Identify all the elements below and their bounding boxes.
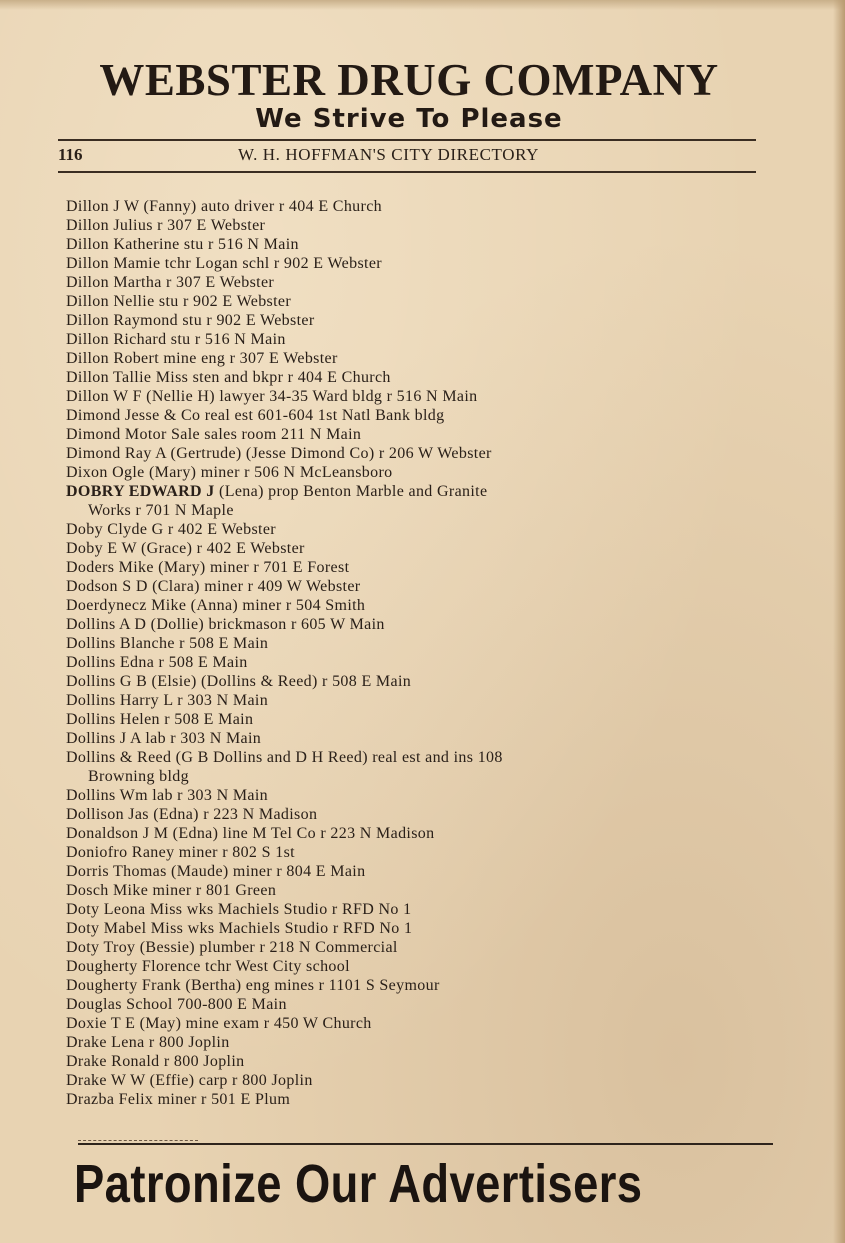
directory-entry: Donaldson J M (Edna) line M Tel Co r 223 N Madison [66,825,435,842]
directory-entry: Dillon J W (Fanny) auto driver r 404 E Church [66,198,382,215]
footer-rule-dash [78,1140,198,1141]
directory-entries [66,197,706,1109]
running-head [58,144,756,168]
directory-entry-bold [66,482,706,520]
entry-text: Dollins & Reed (G B Dollins and D H Reed) real est and ins 108 [66,749,503,766]
directory-entry: Dollins Wm lab r 303 N Main [66,787,269,804]
directory-entry: Dimond Motor Sale sales room 211 N Main [66,426,362,443]
directory-entry: Dollins Harry L r 303 N Main [66,692,269,709]
directory-entry: Dollison Jas (Edna) r 223 N Madison [66,806,318,823]
header-rule-bottom [58,171,756,173]
directory-entry: Dougherty Florence tchr West City school [66,958,350,975]
directory-entry: Doby Clyde G r 402 E Webster [66,521,276,538]
page-number: 116 [58,145,83,164]
directory-entry: Dillon Raymond stu r 902 E Webster [66,312,315,329]
directory-entry: Drake Lena r 800 Joplin [66,1034,230,1051]
directory-entry: Dillon Mamie tchr Logan schl r 902 E Webster [66,255,382,272]
directory-entry: Douglas School 700-800 E Main [66,996,287,1013]
directory-entry: Doerdynecz Mike (Anna) miner r 504 Smith [66,597,366,614]
directory-entry: Drake W W (Effie) carp r 800 Joplin [66,1072,313,1089]
directory-entry: Doty Leona Miss wks Machiels Studio r RFD No 1 [66,901,412,918]
directory-entry: Doders Mike (Mary) miner r 701 E Forest [66,559,350,576]
directory-entry: Doty Mabel Miss wks Machiels Studio r RFD No 1 [66,920,413,937]
directory-entry: Dollins J A lab r 303 N Main [66,730,262,747]
directory-entry: Doty Troy (Bessie) plumber r 218 N Commercial [66,939,398,956]
bold-entry-name: DOBRY EDWARD J [66,483,215,500]
directory-entry: Dougherty Frank (Bertha) eng mines r 1101 S Seymour [66,977,440,994]
company-slogan: We Strive To Please [255,104,563,134]
directory-entry: Doniofro Raney miner r 802 S 1st [66,844,295,861]
company-name-banner: WEBSTER DRUG COMPANY [99,55,719,105]
page-edge-shading [0,0,845,10]
directory-entry: Dollins A D (Dollie) brickmason r 605 W Main [66,616,385,633]
directory-entry-multiline [66,748,706,786]
directory-entry: Dollins Edna r 508 E Main [66,654,248,671]
directory-entry: Dillon Nellie stu r 902 E Webster [66,293,292,310]
directory-entry: Dimond Jesse & Co real est 601-604 1st Natl Bank bldg [66,407,445,424]
directory-entry: Dillon Richard stu r 516 N Main [66,331,286,348]
header-rule-top [58,139,756,141]
directory-entry: Drake Ronald r 800 Joplin [66,1053,245,1070]
directory-entry: Dodson S D (Clara) miner r 409 W Webster [66,578,361,595]
directory-entry: Dollins Helen r 508 E Main [66,711,254,728]
footer-advertisement: Patronize Our Advertisers [74,1154,643,1214]
directory-entry: Dillon Julius r 307 E Webster [66,217,266,234]
footer-rule [78,1143,773,1145]
directory-entry: Dillon Katherine stu r 516 N Main [66,236,299,253]
directory-entry: Doby E W (Grace) r 402 E Webster [66,540,305,557]
entry-continuation: Works r 701 N Maple [88,502,234,519]
entry-text: (Lena) prop Benton Marble and Granite [219,483,488,500]
directory-entry: Dixon Ogle (Mary) miner r 506 N McLeansboro [66,464,393,481]
entry-continuation: Browning bldg [88,768,189,785]
directory-entry: Dillon Tallie Miss sten and bkpr r 404 E Church [66,369,391,386]
directory-entry: Dimond Ray A (Gertrude) (Jesse Dimond Co) r 206 W Webster [66,445,492,462]
directory-entry: Dillon Robert mine eng r 307 E Webster [66,350,338,367]
directory-entry: Drazba Felix miner r 501 E Plum [66,1091,291,1108]
directory-entry: Dillon Martha r 307 E Webster [66,274,275,291]
directory-entry: Dollins Blanche r 508 E Main [66,635,269,652]
directory-title: W. H. HOFFMAN'S CITY DIRECTORY [238,145,539,164]
directory-entry: Dillon W F (Nellie H) lawyer 34-35 Ward bldg r 516 N Main [66,388,478,405]
directory-entry: Dollins G B (Elsie) (Dollins & Reed) r 508 E Main [66,673,412,690]
directory-entry: Dorris Thomas (Maude) miner r 804 E Main [66,863,366,880]
directory-entry: Dosch Mike miner r 801 Green [66,882,277,899]
directory-entry: Doxie T E (May) mine exam r 450 W Church [66,1015,372,1032]
page-edge-shading-right [833,0,845,1243]
